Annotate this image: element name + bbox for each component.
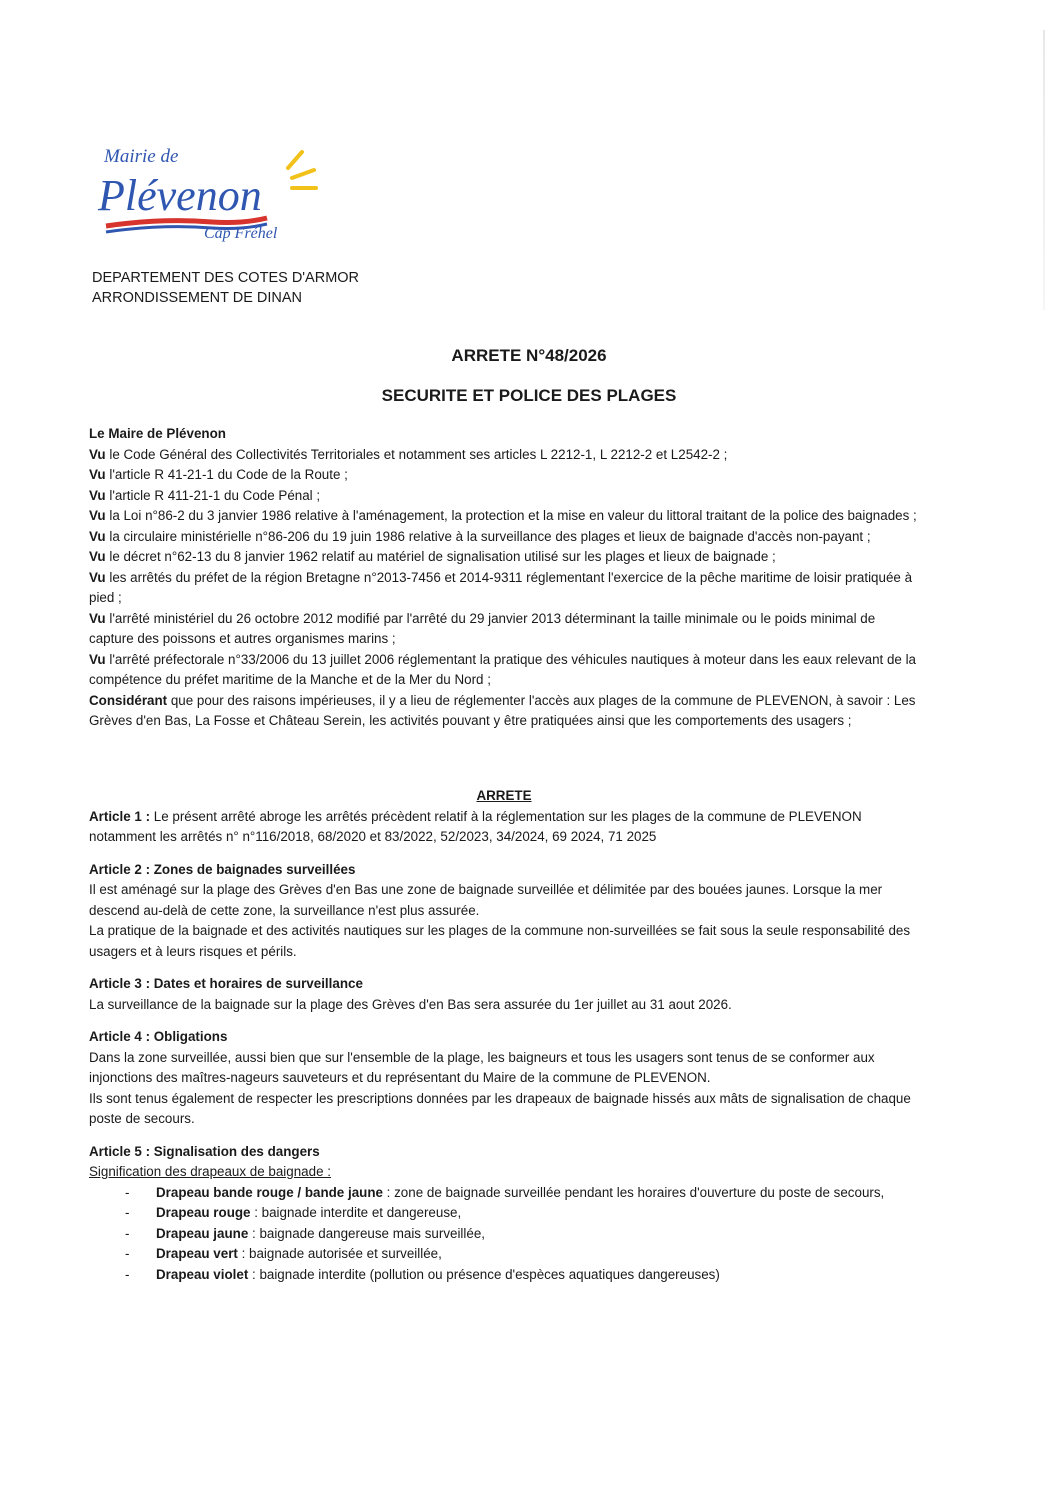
article-3-paragraph: La surveillance de la baignade sur la plage des Grèves d'en Bas sera assurée du 1er juillet au 31 aout 2026. (89, 996, 732, 1012)
vu-item: Vu l'arrêté ministériel du 26 octobre 2012 modifié par l'arrêté du 29 janvier 2013 déterminant la taille minimale ou le poids minimal de capture des poissons et autres organismes marins ; (89, 610, 876, 646)
article-3-heading: Article 3 : Dates et horaires de surveillance (89, 976, 363, 991)
vu-item: Vu les arrêtés du préfet de la région Bretagne n°2013-7456 et 2014-9311 réglementant l'exercice de la pêche maritime de loisir pratiquée à pied ; (89, 569, 913, 605)
article-1: Article 1 : Le présent arrêté abroge les arrêtés précèdent relatif à la réglementation sur les plages de la commune de PLEVENON notamment les arrêtés n° n°116/2018, 68/2020 et 83/2022, 52/2023, 34/2024, 69 2024, 71 2025 (89, 808, 862, 844)
logo-plevenon: Plévenon (98, 171, 262, 220)
article-5-heading: Article 5 : Signalisation des dangers (89, 1143, 320, 1159)
article-4-heading: Article 4 : Obligations (89, 1029, 228, 1044)
department-line: DEPARTEMENT DES COTES D'ARMOR (92, 270, 360, 286)
list-item: - Drapeau bande rouge / bande jaune : zone de baignade surveillée pendant les horaires d'ouverture du poste de secours, (125, 1184, 885, 1200)
arrondissement-line: ARRONDISSEMENT DE DINAN (92, 290, 303, 306)
document-subtitle: SECURITE ET POLICE DES PLAGES (381, 386, 677, 405)
article-2-paragraph: La pratique de la baignade et des activités nautiques sur les plages de la commune non-surveillées se fait sous la seule responsabilité des usagers et à leurs risques et périls. (89, 923, 911, 959)
article-4-paragraph: Ils sont tenus également de respecter les prescriptions données par les drapeaux de baignade hissés aux mâts de signalisation de chaque poste de secours. (89, 1090, 911, 1126)
arrete-heading: ARRETE (476, 788, 532, 803)
flags-subheading: Signification des drapeaux de baignade : (89, 1164, 331, 1179)
document-title: ARRETE N°48/2026 (451, 346, 607, 365)
vu-item: Vu l'article R 411-21-1 du Code Pénal ; (89, 487, 321, 503)
mairie-plevenon-logo (92, 138, 322, 248)
logo-cap-frehel: Cap Fréhel (204, 225, 278, 242)
logo-mairie-de: Mairie de (104, 146, 179, 167)
article-2-heading: Article 2 : Zones de baignades surveillées (89, 861, 356, 877)
list-item: - Drapeau vert : baignade autorisée et surveillée, (125, 1246, 442, 1261)
sun-rays-icon (288, 152, 316, 188)
scan-edge-artifact (1043, 30, 1045, 310)
article-4-paragraph: Dans la zone surveillée, aussi bien que sur l'ensemble de la plage, les baigneurs et tous les usagers sont tenus de se conformer aux injonctions des maîtres-nageurs sauveteurs et du représentant du Maire de la commune de PLEVENON. (89, 1049, 875, 1085)
preamble (89, 424, 919, 732)
vu-item: Vu le Code Général des Collectivités Territoriales et notamment ses articles L 2212-1, L 2212-2 et L2542-2 ; (89, 446, 728, 462)
vu-item: Vu l'article R 41-21-1 du Code de la Route ; (89, 467, 348, 482)
list-item: - Drapeau rouge : baignade interdite et dangereuse, (125, 1205, 462, 1220)
department-header (92, 268, 359, 308)
vu-item: Vu la Loi n°86-2 du 3 janvier 1986 relative à l'aménagement, la protection et la mise en valeur du littoral traitant de la police des baignades ; (89, 508, 917, 523)
articles (89, 786, 919, 1285)
vu-item: Vu le décret n°62-13 du 8 janvier 1962 relatif au matériel de signalisation utilisé sur les plages et lieux de baignade ; (89, 549, 776, 564)
list-item: - Drapeau jaune : baignade dangereuse mais surveillée, (125, 1225, 485, 1241)
article-2-paragraph: Il est aménagé sur la plage des Grèves d'en Bas une zone de baignade surveillée et délimitée par des bouées jaunes. Lorsque la mer descend au-delà de cette zone, la surveillance n'est plus assurée. (89, 882, 883, 918)
mayor-line: Le Maire de Plévenon (89, 426, 226, 441)
vu-item: Vu la circulaire ministérielle n°86-206 du 19 juin 1986 relative à la surveillance des plages et lieux de baignade d'accès non-payant ; (89, 528, 871, 544)
flag-list (89, 1183, 919, 1286)
considerant-paragraph: Considérant que pour des raisons impérieuses, il y a lieu de réglementer l'accès aux plages de la commune de PLEVENON, à savoir : Les Grèves d'en Bas, La Fosse et Château Serein, les activités pouvant y être pratiquées ainsi que les comportements des usagers ; (89, 692, 916, 728)
vu-item: Vu l'arrêté préfectorale n°33/2006 du 13 juillet 2006 réglementant la pratique des véhicules nautiques à moteur dans les eaux relevant de la compétence du préfet maritime de la Manche et de la Mer du Nord ; (89, 651, 917, 687)
list-item: - Drapeau violet : baignade interdite (pollution ou présence d'espèces aquatiques dangereuses) (125, 1266, 720, 1282)
